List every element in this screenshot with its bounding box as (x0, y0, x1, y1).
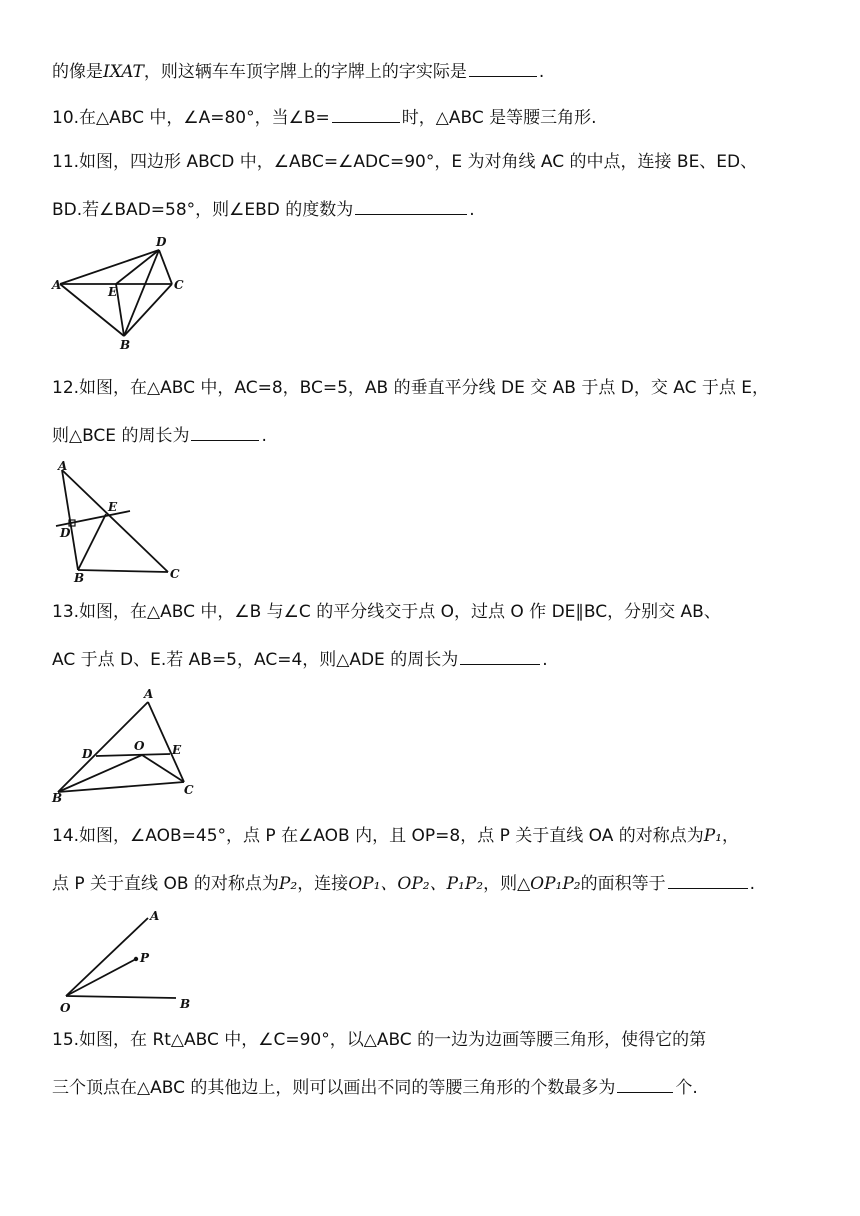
question-10 (52, 104, 832, 130)
fig13-label-d: D (82, 747, 93, 761)
text-line-intro (52, 58, 832, 84)
fig11-label-a: A (52, 278, 62, 292)
q15-text-b: 三个顶点在△ABC 的其他边上，则可以画出不同的等腰三角形的个数最多为 (52, 1078, 616, 1098)
fig12-label-d: D (60, 526, 71, 540)
fig14-label-p: P (140, 951, 150, 965)
q14-text-b-mid: ，连接 (297, 874, 349, 894)
q13-text-b: AC 于点 D、E.若 AB=5，AC=4，则△ADE 的周长为 (52, 650, 459, 670)
intro-end: . (538, 62, 545, 82)
question-12-line-2 (52, 422, 832, 448)
q14-math-triangle: OP₁P₂ (530, 874, 581, 894)
q14-text-b: 点 P 关于直线 OB 的对称点为 (52, 874, 279, 894)
q14-math-segments: OP₁、OP₂、P₁P₂ (348, 874, 484, 894)
answer-blank-q12[interactable] (191, 422, 259, 441)
fig13-label-a: A (144, 687, 154, 701)
question-15-line-1 (52, 1028, 832, 1052)
fig14-label-a: A (150, 909, 160, 923)
figure-q11-svg (50, 232, 195, 354)
fig12-label-c: C (170, 567, 180, 581)
figure-q13 (48, 686, 208, 804)
q14-text-a: 14.如图，∠AOB=45°，点 P 在∠AOB 内，且 OP=8，点 P 关于直线 OA 的对称点为 (52, 826, 704, 846)
q13-text-a: 13.如图，在△ABC 中，∠B 与∠C 的平分线交于点 O，过点 O 作 DE∥BC，分别交 AB、 (52, 602, 721, 622)
q14-text-b-post: 的面积等于 (580, 874, 666, 894)
fig12-label-e: E (108, 500, 118, 514)
figure-q12 (50, 456, 195, 584)
fig11-label-b: B (120, 338, 131, 352)
answer-blank-intro[interactable] (469, 58, 537, 77)
q14-math-p2: P₂ (278, 874, 298, 894)
figure-q13-svg (48, 686, 208, 804)
question-14-line-1 (52, 824, 832, 848)
fig11-label-d: D (156, 235, 167, 249)
intro-text-post: ，则这辆车车顶字牌上的字牌上的字实际是 (143, 62, 467, 82)
answer-blank-q15[interactable] (617, 1074, 673, 1093)
fig12-label-a: A (58, 459, 68, 473)
fig11-label-e: E (108, 285, 118, 299)
question-15-line-2 (52, 1074, 832, 1100)
question-11-line-2 (52, 196, 832, 222)
q11-end: . (469, 200, 475, 220)
q10-text-pre: 10.在△ABC 中，∠A=80°，当∠B= (52, 108, 330, 128)
answer-blank-q13[interactable] (460, 646, 540, 665)
fig11-label-c: C (174, 278, 184, 292)
q12-text-a: 12.如图，在△ABC 中，AC=8，BC=5，AB 的垂直平分线 DE 交 AB 于点 D，交 AC 于点 E， (52, 378, 770, 398)
fig13-label-e: E (172, 743, 182, 757)
figure-q14 (52, 904, 202, 1016)
fig14-label-o: O (60, 1001, 71, 1015)
fig14-point-p (134, 957, 138, 961)
intro-text-pre: 的像是 (52, 62, 103, 82)
q14-text-b-mid2: ，则△ (483, 874, 531, 894)
fig13-label-o: O (134, 739, 145, 753)
q15-text-a: 15.如图，在 Rt△ABC 中，∠C=90°，以△ABC 的一边为边画等腰三角形，使得它的第 (52, 1030, 707, 1050)
question-11-line-1 (52, 150, 832, 174)
figure-q14-svg (52, 904, 202, 1016)
fig13-label-b: B (52, 791, 63, 804)
question-12-line-1 (52, 376, 832, 400)
q12-end: . (261, 426, 267, 446)
q13-end: . (542, 650, 548, 670)
question-13-line-2 (52, 646, 832, 672)
fig13-label-c: C (184, 783, 194, 797)
q11-text-b: BD.若∠BAD=58°，则∠EBD 的度数为 (52, 200, 354, 220)
q10-text-post: 时，△ABC 是等腰三角形. (401, 108, 597, 128)
q12-text-b: 则△BCE 的周长为 (52, 426, 190, 446)
q15-text-post: 个. (675, 1078, 698, 1098)
figure-q11 (50, 232, 195, 354)
answer-blank-q14[interactable] (668, 870, 748, 889)
answer-blank-q10[interactable] (332, 104, 400, 123)
fig12-label-b: B (74, 571, 85, 584)
q14-end: . (749, 874, 756, 894)
q11-text-a: 11.如图，四边形 ABCD 中，∠ABC=∠ADC=90°，E 为对角线 AC 的中点，连接 BE、ED、 (52, 152, 758, 172)
intro-math: IXAT (103, 62, 144, 82)
question-14-line-2 (52, 870, 832, 896)
q14-math-p1: P₁ (703, 826, 723, 846)
answer-blank-q11[interactable] (355, 196, 467, 215)
question-13-line-1 (52, 600, 832, 624)
q14-text-a-post: ， (722, 826, 740, 846)
figure-q12-svg (50, 456, 195, 584)
fig14-label-b: B (180, 997, 191, 1011)
